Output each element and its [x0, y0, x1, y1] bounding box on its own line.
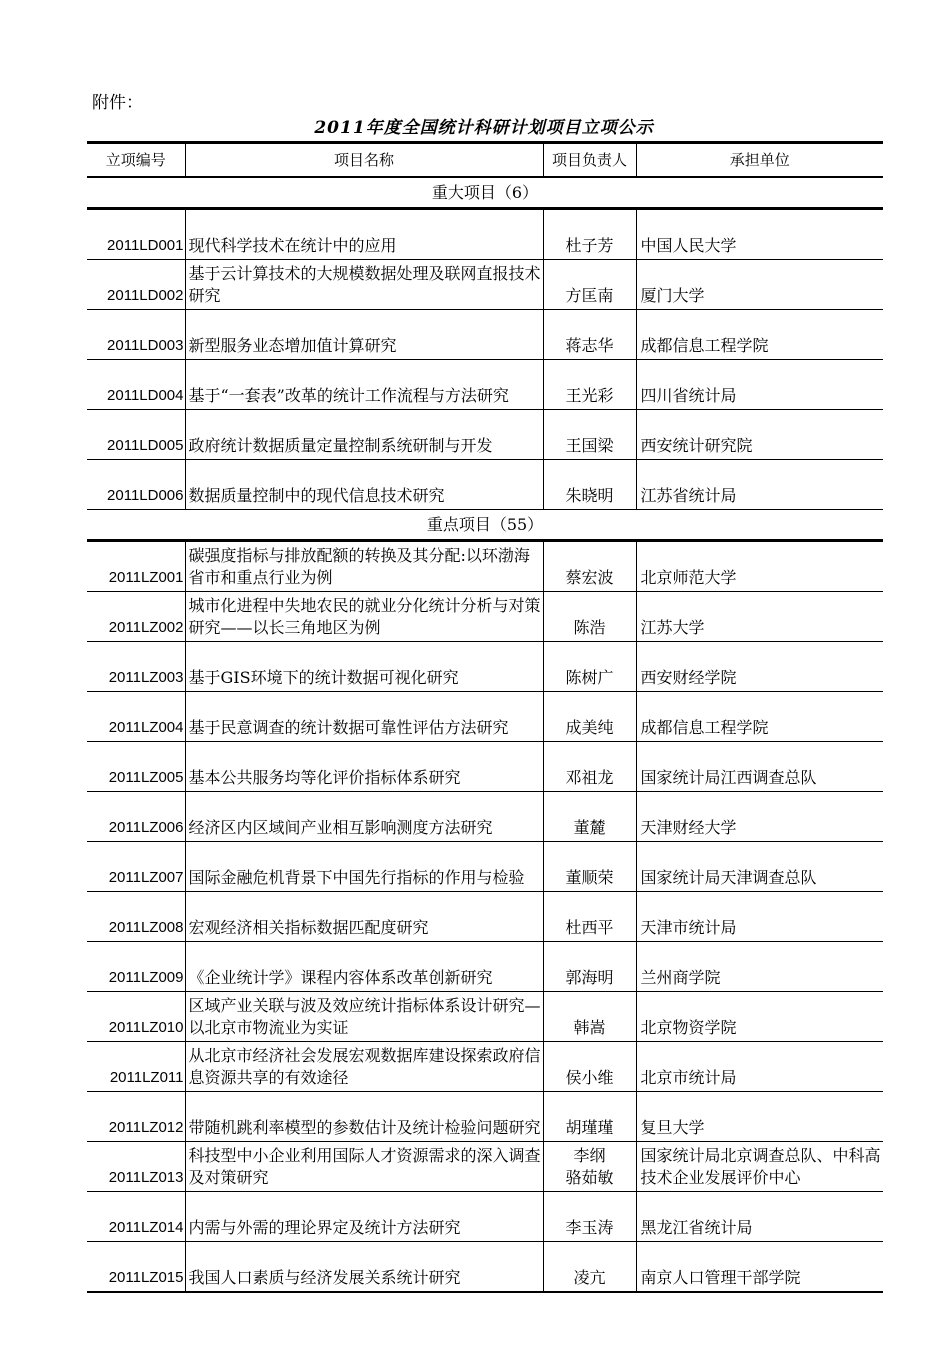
project-id-cell: 2011LD001 [87, 209, 185, 260]
project-unit-cell: 成都信息工程学院 [636, 692, 883, 742]
project-id-cell: 2011LZ014 [87, 1192, 185, 1242]
project-name-cell: 国际金融危机背景下中国先行指标的作用与检验 [185, 842, 543, 892]
project-leader-cell: 杜子芳 [543, 209, 636, 260]
project-unit-cell: 成都信息工程学院 [636, 310, 883, 360]
column-header-person: 项目负责人 [543, 143, 636, 178]
project-leader-cell: 蒋志华 [543, 310, 636, 360]
project-id-cell: 2011LZ004 [87, 692, 185, 742]
project-name-cell: 现代科学技术在统计中的应用 [185, 209, 543, 260]
project-unit-cell: 天津市统计局 [636, 892, 883, 942]
project-unit-cell: 兰州商学院 [636, 942, 883, 992]
project-leader-cell: 李玉涛 [543, 1192, 636, 1242]
project-name-cell: 数据质量控制中的现代信息技术研究 [185, 460, 543, 510]
project-unit-cell: 南京人口管理干部学院 [636, 1242, 883, 1293]
project-unit-cell: 国家统计局北京调查总队、中科高技术企业发展评价中心 [636, 1142, 883, 1192]
project-name-cell: 基于民意调查的统计数据可靠性评估方法研究 [185, 692, 543, 742]
column-header-name: 项目名称 [185, 143, 543, 178]
project-name-cell: 我国人口素质与经济发展关系统计研究 [185, 1242, 543, 1293]
table-row [87, 541, 883, 592]
project-unit-cell: 复旦大学 [636, 1092, 883, 1142]
project-name-cell: 区域产业关联与波及效应统计指标体系设计研究—以北京市物流业为实证 [185, 992, 543, 1042]
project-name-cell: 宏观经济相关指标数据匹配度研究 [185, 892, 543, 942]
project-id-cell: 2011LZ011 [87, 1042, 185, 1092]
project-unit-cell: 江苏省统计局 [636, 460, 883, 510]
table-row [87, 1192, 883, 1242]
project-id-cell: 2011LZ001 [87, 541, 185, 592]
project-leader-cell: 陈浩 [543, 592, 636, 642]
project-leader-cell: 王光彩 [543, 360, 636, 410]
project-id-cell: 2011LZ009 [87, 942, 185, 992]
table-row [87, 592, 883, 642]
project-leader-cell: 朱晓明 [543, 460, 636, 510]
project-leader-cell: 董顺荣 [543, 842, 636, 892]
section-heading-row [87, 510, 883, 541]
table-row [87, 1142, 883, 1192]
project-name-cell: 经济区内区域间产业相互影响测度方法研究 [185, 792, 543, 842]
project-id-cell: 2011LZ013 [87, 1142, 185, 1192]
project-id-cell: 2011LZ007 [87, 842, 185, 892]
project-id-cell: 2011LD002 [87, 260, 185, 310]
project-leader-cell: 胡瑾瑾 [543, 1092, 636, 1142]
project-unit-cell: 黑龙江省统计局 [636, 1192, 883, 1242]
project-unit-cell: 北京市统计局 [636, 1042, 883, 1092]
page-title: 2011年度全国统计科研计划项目立项公示 [314, 118, 654, 138]
project-id-cell: 2011LZ015 [87, 1242, 185, 1293]
project-leader-cell: 蔡宏波 [543, 541, 636, 592]
project-leader-cell: 李纲 骆茹敏 [543, 1142, 636, 1192]
project-name-cell: 《企业统计学》课程内容体系改革创新研究 [185, 942, 543, 992]
project-id-cell: 2011LZ003 [87, 642, 185, 692]
table-row [87, 842, 883, 892]
project-leader-cell: 成美纯 [543, 692, 636, 742]
table-row [87, 892, 883, 942]
project-name-cell: 内需与外需的理论界定及统计方法研究 [185, 1192, 543, 1242]
project-leader-cell: 韩嵩 [543, 992, 636, 1042]
project-name-cell: 从北京市经济社会发展宏观数据库建设探索政府信息资源共享的有效途径 [185, 1042, 543, 1092]
project-id-cell: 2011LZ006 [87, 792, 185, 842]
project-leader-cell: 侯小维 [543, 1042, 636, 1092]
project-unit-cell: 北京师范大学 [636, 541, 883, 592]
project-unit-cell: 北京物资学院 [636, 992, 883, 1042]
project-name-cell: 新型服务业态增加值计算研究 [185, 310, 543, 360]
project-id-cell: 2011LZ005 [87, 742, 185, 792]
project-leader-cell: 郭海明 [543, 942, 636, 992]
project-name-cell: 基于“一套表”改革的统计工作流程与方法研究 [185, 360, 543, 410]
table-row [87, 1092, 883, 1142]
project-id-cell: 2011LD003 [87, 310, 185, 360]
table-row [87, 1042, 883, 1092]
project-leader-cell: 凌亢 [543, 1242, 636, 1293]
project-table [87, 141, 883, 1293]
project-id-cell: 2011LD005 [87, 410, 185, 460]
project-name-cell: 基于GIS环境下的统计数据可视化研究 [185, 642, 543, 692]
table-header-row [87, 143, 883, 178]
project-id-cell: 2011LD004 [87, 360, 185, 410]
attachment-label: 附件： [92, 93, 143, 113]
section-heading-row [87, 177, 883, 209]
project-table-container [87, 141, 883, 1293]
project-name-cell: 基于云计算技术的大规模数据处理及联网直报技术研究 [185, 260, 543, 310]
table-row [87, 1242, 883, 1293]
table-row [87, 742, 883, 792]
project-leader-cell: 邓祖龙 [543, 742, 636, 792]
project-unit-cell: 西安财经学院 [636, 642, 883, 692]
column-header-unit: 承担单位 [636, 143, 883, 178]
project-name-cell: 科技型中小企业利用国际人才资源需求的深入调查及对策研究 [185, 1142, 543, 1192]
project-unit-cell: 国家统计局江西调查总队 [636, 742, 883, 792]
project-name-cell: 碳强度指标与排放配额的转换及其分配:以环渤海省市和重点行业为例 [185, 541, 543, 592]
project-leader-cell: 董麓 [543, 792, 636, 842]
table-row [87, 992, 883, 1042]
table-row [87, 209, 883, 260]
project-name-cell: 带随机跳利率模型的参数估计及统计检验问题研究 [185, 1092, 543, 1142]
project-id-cell: 2011LD006 [87, 460, 185, 510]
project-leader-cell: 杜西平 [543, 892, 636, 942]
project-unit-cell: 厦门大学 [636, 260, 883, 310]
project-unit-cell: 西安统计研究院 [636, 410, 883, 460]
section-heading: 重点项目（55） [87, 510, 883, 541]
table-row [87, 310, 883, 360]
table-row [87, 410, 883, 460]
table-row [87, 460, 883, 510]
project-leader-cell: 方匡南 [543, 260, 636, 310]
project-id-cell: 2011LZ010 [87, 992, 185, 1042]
project-unit-cell: 中国人民大学 [636, 209, 883, 260]
project-unit-cell: 天津财经大学 [636, 792, 883, 842]
project-name-cell: 政府统计数据质量定量控制系统研制与开发 [185, 410, 543, 460]
project-id-cell: 2011LZ008 [87, 892, 185, 942]
project-name-cell: 基本公共服务均等化评价指标体系研究 [185, 742, 543, 792]
project-id-cell: 2011LZ002 [87, 592, 185, 642]
project-unit-cell: 四川省统计局 [636, 360, 883, 410]
table-row [87, 642, 883, 692]
table-row [87, 692, 883, 742]
project-leader-cell: 王国梁 [543, 410, 636, 460]
table-row [87, 792, 883, 842]
project-leader-cell: 陈树广 [543, 642, 636, 692]
table-row [87, 260, 883, 310]
column-header-id: 立项编号 [87, 143, 185, 178]
table-row [87, 942, 883, 992]
project-name-cell: 城市化进程中失地农民的就业分化统计分析与对策研究——以长三角地区为例 [185, 592, 543, 642]
table-row [87, 360, 883, 410]
project-unit-cell: 国家统计局天津调查总队 [636, 842, 883, 892]
project-id-cell: 2011LZ012 [87, 1092, 185, 1142]
project-unit-cell: 江苏大学 [636, 592, 883, 642]
section-heading: 重大项目（6） [87, 177, 883, 209]
